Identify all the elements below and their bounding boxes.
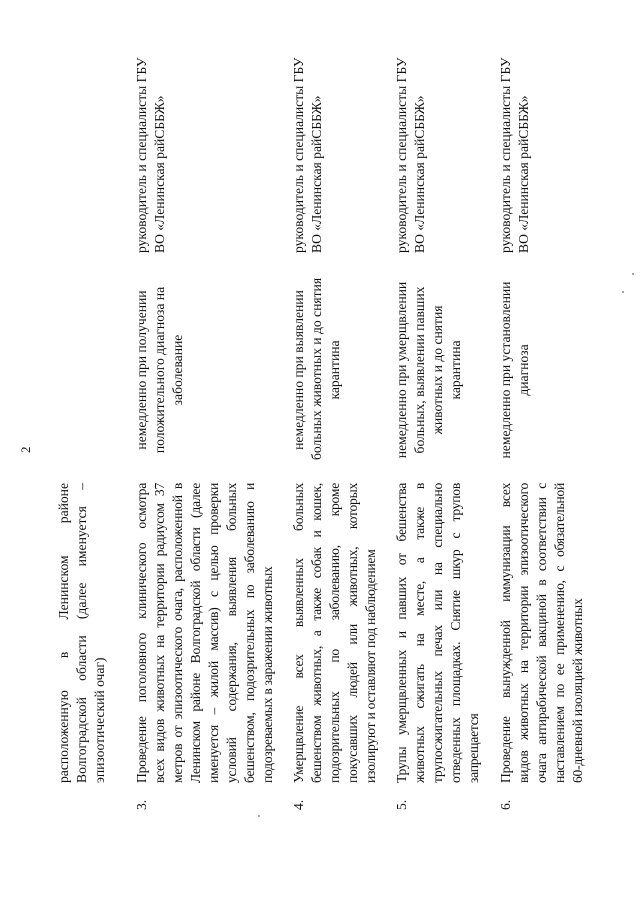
desc-line: наставлением по ее применению, с обязательной <box>552 483 567 783</box>
desc-line: отведенных площадках. Снятие шкур с трупов <box>448 483 463 783</box>
responsible-line: ВО «Ленинская райСББЖ» <box>309 95 324 253</box>
row-responsible <box>497 43 533 253</box>
row-responsible <box>393 43 429 253</box>
row-deadline <box>393 280 465 460</box>
deadline-line: заболевание <box>170 334 185 406</box>
desc-line: покусавших людей или животных, которых <box>345 483 360 783</box>
desc-line: подозрительных по заболеванию, кроме <box>327 483 342 783</box>
desc-line: Трупы умерщвленных и павших от бешенства <box>394 483 409 783</box>
desc-line: видов животных на территории эпизоотического <box>516 483 531 783</box>
desc-line: условий содержания, выявления больных <box>224 483 239 783</box>
deadline-line: карантина <box>448 340 463 400</box>
deadline-line: немедленно при установлении <box>498 281 513 459</box>
desc-line: Волгоградской области (далее именуется – <box>74 483 89 783</box>
deadline-line: немедленно при получении <box>134 290 149 450</box>
desc-line: очага антирабической вакциной в соответствии с <box>534 483 549 783</box>
responsible-line: руководитель и специалисты ГБУ <box>394 57 409 253</box>
desc-line: подозреваемых в заражении животных <box>260 566 275 783</box>
desc-line: Ленинском районе Волгоградской области (далее <box>188 483 203 783</box>
deadline-line: диагноза <box>516 344 531 396</box>
row-description <box>290 483 380 783</box>
scan-speck <box>632 273 634 275</box>
desc-line: эпизоотический очаг) <box>92 657 107 783</box>
desc-line: Проведение поголовного клинического осмотра <box>134 483 149 783</box>
deadline-line: больных, выявлении павших <box>412 286 427 454</box>
responsible-line: ВО «Ленинская райСББЖ» <box>412 95 427 253</box>
scan-speck <box>622 291 624 293</box>
desc-line: животных сжигать на месте, а также в <box>412 483 427 783</box>
deadline-line: животных и до снятия <box>430 305 445 435</box>
row-deadline <box>290 277 344 460</box>
deadline-line: положительного диагноза на <box>152 286 167 454</box>
desc-line: именуется – жилой массив) с целью проверки <box>206 483 221 783</box>
deadline-line: немедленно при выявлении <box>291 290 306 450</box>
responsible-line: руководитель и специалисты ГБУ <box>291 57 306 253</box>
desc-line: бешенством животных, а также собак и кошек, <box>309 483 324 783</box>
deadline-line: карантина <box>327 340 342 400</box>
row-number: 4. <box>291 799 306 810</box>
responsible-line: ВО «Ленинская райСББЖ» <box>516 95 531 253</box>
deadline-line: немедленно при умерщвлении <box>394 281 409 459</box>
page-number: 2 <box>18 446 33 453</box>
desc-line: 60-дневной изоляцией животных <box>570 598 585 783</box>
row-responsible <box>290 43 326 253</box>
desc-line: метров от эпизоотического очага, расположенной в <box>170 483 185 783</box>
row-number: 6. <box>498 799 513 810</box>
desc-line: всех видов животных на территории радиусом 37 <box>152 483 167 783</box>
desc-line: запрещается <box>466 713 481 783</box>
deadline-line: больных животных и до снятия <box>309 277 324 460</box>
desc-line: расположенную в Ленинском районе <box>56 483 71 783</box>
desc-line: Умерщвление всех выявленных больных <box>291 483 306 783</box>
row-number: 5. <box>394 799 409 810</box>
row-responsible <box>133 43 169 253</box>
row-description <box>133 483 277 783</box>
scan-speck <box>258 815 260 817</box>
responsible-line: ВО «Ленинская райСББЖ» <box>152 95 167 253</box>
desc-line: изолируют и оставляют под наблюдением <box>363 549 378 783</box>
row-deadline <box>497 280 533 460</box>
responsible-line: руководитель и специалисты ГБУ <box>498 57 513 253</box>
desc-line: трупосжигательных печах или на специально <box>430 483 445 783</box>
row-description <box>393 483 483 783</box>
desc-line: бешенством, подозрительных по заболеванию и <box>242 483 257 783</box>
row-deadline <box>133 280 187 460</box>
row-number: 3. <box>134 799 149 810</box>
row-description <box>55 483 109 783</box>
desc-line: Проведение вынужденной иммунизации всех <box>498 483 513 783</box>
responsible-line: руководитель и специалисты ГБУ <box>134 57 149 253</box>
row-description <box>497 483 587 783</box>
